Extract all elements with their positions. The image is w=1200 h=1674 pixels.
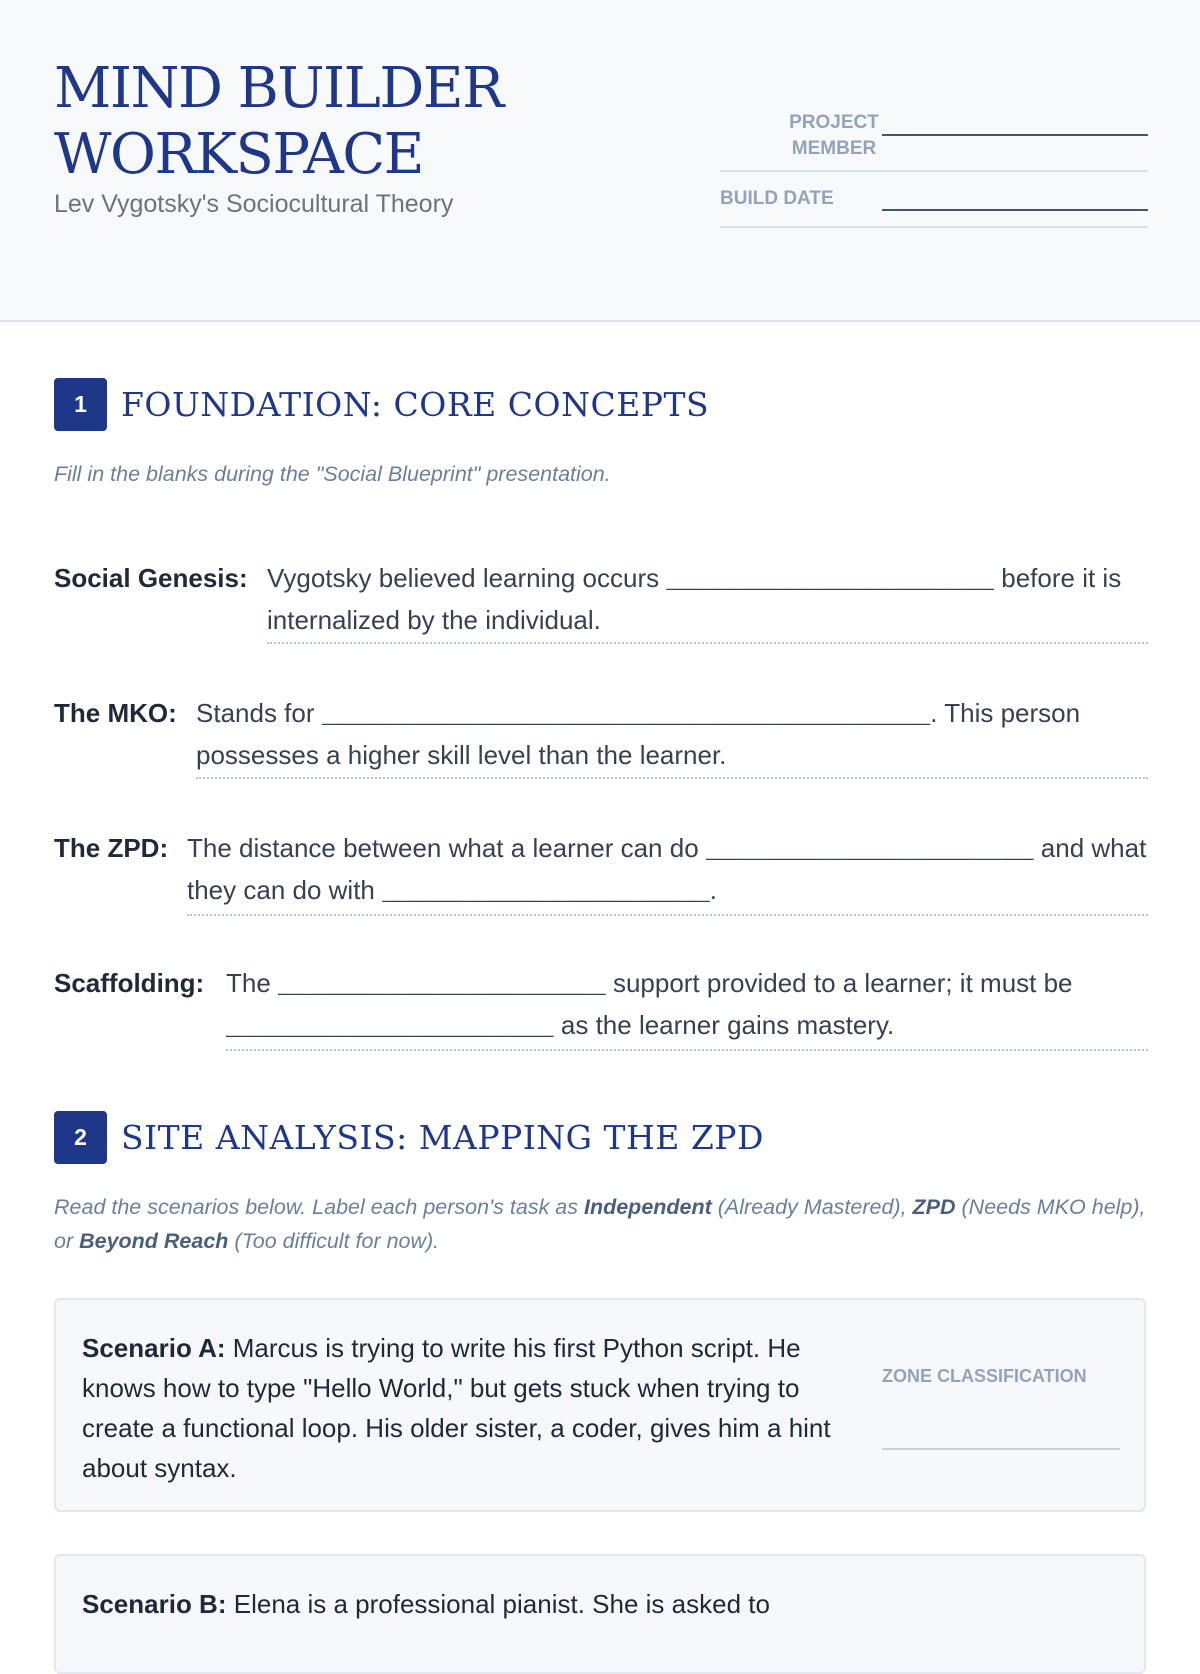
fill-in-mko <box>54 693 1148 777</box>
fill-in-zpd <box>54 828 1148 912</box>
zone-classification-label: ZONE CLASSIFICATION <box>882 1366 1087 1386</box>
scenario-text <box>82 1328 842 1488</box>
text-fragment: before it is internalized by the individual. <box>267 563 1122 635</box>
text-fragment: support provided to a learner; it must be <box>612 968 1073 998</box>
item-label: Social Genesis: <box>54 563 248 593</box>
build-date-field[interactable] <box>882 209 1148 211</box>
item-text <box>267 558 1148 644</box>
text-fragment: (Needs MKO help), or <box>54 1195 1146 1253</box>
scenario-card-b <box>54 1554 1146 1674</box>
term-zpd: ZPD <box>912 1195 956 1219</box>
page-title <box>54 56 503 188</box>
item-label: Scaffolding: <box>54 968 205 998</box>
project-member-row <box>720 110 1148 172</box>
section-2-number-badge: 2 <box>54 1111 107 1164</box>
build-date-label: BUILD DATE <box>720 188 834 209</box>
item-label: The MKO: <box>54 698 177 728</box>
item-text <box>187 828 1148 916</box>
item-label: The ZPD: <box>54 833 169 863</box>
scenario-card-a <box>54 1298 1146 1512</box>
build-date-row <box>720 182 1148 228</box>
fill-in-social-genesis <box>54 558 1148 642</box>
item-text <box>196 693 1148 779</box>
text-fragment: . <box>709 875 718 905</box>
section-1-instruction: Fill in the blanks during the "Social Blueprint" presentation. <box>54 462 611 486</box>
text-fragment: The <box>226 968 271 998</box>
blank-field[interactable]: _____________________ <box>666 565 995 595</box>
title-line-1: MIND BUILDER <box>54 56 503 121</box>
fill-in-scaffolding <box>54 963 1148 1047</box>
blank-field[interactable]: _____________________ <box>382 877 710 907</box>
text-fragment: Stands for <box>196 698 315 728</box>
project-member-field[interactable] <box>882 134 1148 136</box>
section-2-title: SITE ANALYSIS: MAPPING THE ZPD <box>121 1118 764 1157</box>
page-subtitle: Lev Vygotsky's Sociocultural Theory <box>54 190 454 218</box>
zone-classification-field[interactable] <box>882 1448 1120 1450</box>
text-fragment: (Too difficult for now). <box>228 1229 440 1253</box>
scenario-body: Marcus is trying to write his first Python script. He knows how to type "Hello World," but gets stuck when trying to create a functional loop. His older sister, a coder, gives him a hint about syntax. <box>82 1333 831 1483</box>
scenario-body: Elena is a professional pianist. She is asked to <box>233 1589 770 1619</box>
text-fragment: (Already Mastered), <box>711 1195 913 1219</box>
scenario-label: Scenario B: <box>82 1589 227 1619</box>
text-fragment: . This person possesses a higher skill level than the learner. <box>196 698 1081 770</box>
text-fragment: Vygotsky believed learning occurs <box>267 563 660 593</box>
item-text <box>226 963 1148 1051</box>
blank-field[interactable]: _____________________ <box>278 970 606 1000</box>
blank-field[interactable]: _______________________________________ <box>321 700 931 730</box>
title-line-2: WORKSPACE <box>54 122 424 187</box>
scenario-text <box>82 1584 842 1624</box>
scenario-label: Scenario A: <box>82 1333 226 1363</box>
term-independent: Independent <box>583 1195 712 1219</box>
text-fragment: The distance between what a learner can do <box>187 833 699 863</box>
text-fragment: and what they can do with <box>187 833 1147 905</box>
section-1-number-badge: 1 <box>54 378 107 431</box>
text-fragment: Read the scenarios below. Label each person's task as <box>54 1195 584 1219</box>
project-member-label <box>784 110 884 162</box>
section-1-title: FOUNDATION: CORE CONCEPTS <box>121 385 710 424</box>
term-beyond-reach: Beyond Reach <box>79 1229 229 1253</box>
project-member-label-line1: PROJECT <box>789 112 879 133</box>
text-fragment: as the learner gains mastery. <box>560 1010 895 1040</box>
project-member-label-line2: MEMBER <box>791 138 877 159</box>
blank-field[interactable]: _____________________ <box>226 1012 554 1042</box>
blank-field[interactable]: _____________________ <box>705 835 1034 865</box>
worksheet-header <box>0 0 1200 322</box>
section-2-instruction <box>54 1190 1146 1258</box>
